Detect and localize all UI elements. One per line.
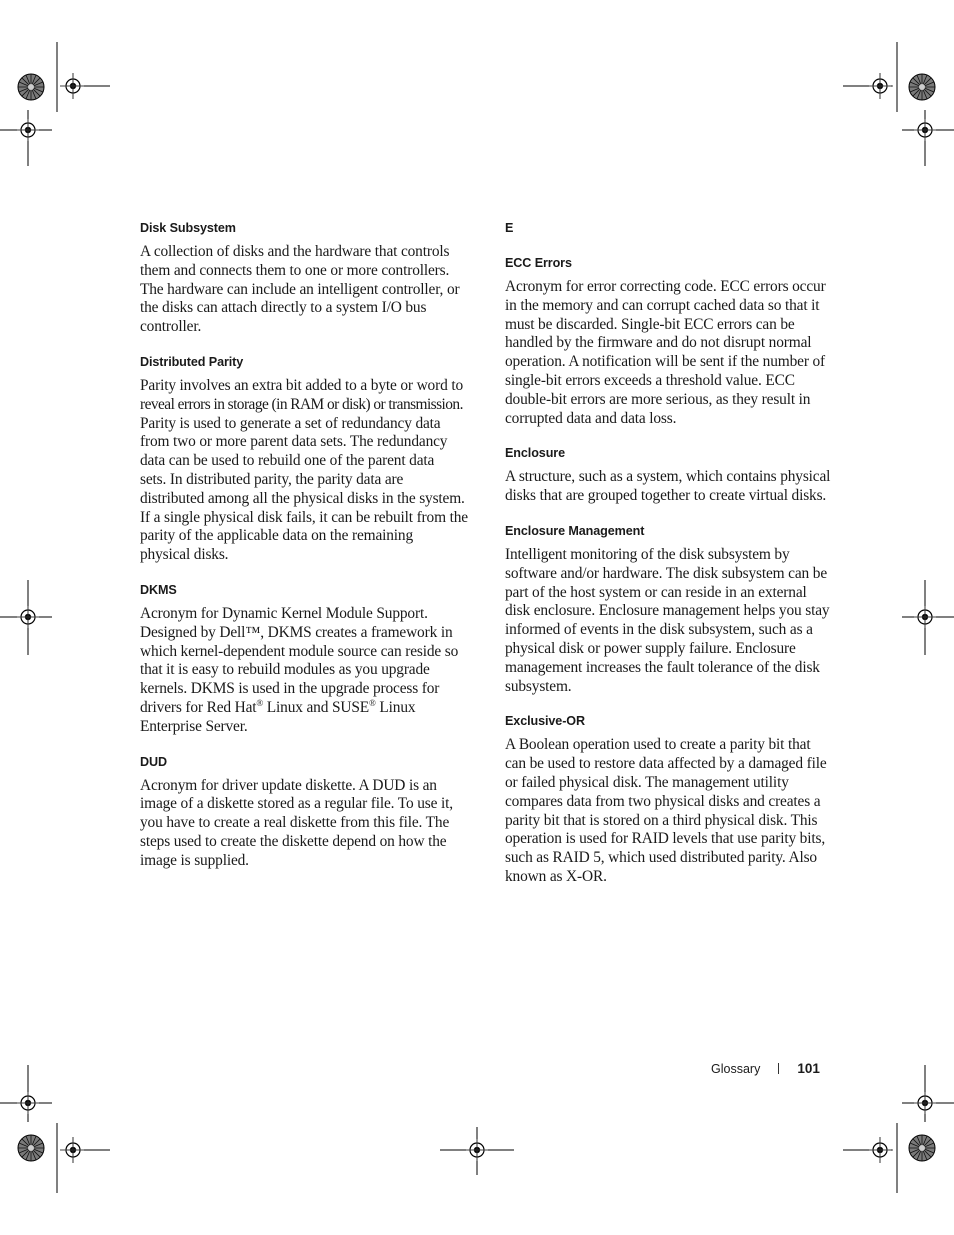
def-line: must be discarded. Single-bit ECC errors can be (505, 315, 795, 333)
term-heading: Distributed Parity (140, 354, 244, 369)
def-line: The hardware can include an intelligent controller, or (140, 280, 460, 298)
def-line (140, 699, 415, 716)
left-column (140, 219, 476, 887)
def-line: sets. In distributed parity, the parity data are (140, 470, 404, 488)
def-line: image is supplied. (140, 851, 249, 869)
def-line: subsystem. (505, 677, 572, 695)
def-text: Linux and SUSE (263, 698, 370, 716)
def-line: or failed physical disk. The management utility (505, 773, 789, 791)
def-line: Parity involves an extra bit added to a byte or word to (140, 376, 463, 394)
page-footer (711, 1061, 820, 1076)
def-line: double-bit errors are more serious, as they result in (505, 390, 811, 408)
def-line: known as X-OR. (505, 867, 607, 885)
definition (140, 605, 476, 737)
def-line: Acronym for driver update diskette. A DUD is an (140, 776, 437, 794)
term-heading: Exclusive-OR (505, 714, 585, 729)
def-line: A collection of disks and the hardware that controls (140, 243, 450, 260)
definition (140, 377, 476, 565)
def-line: disks that are grouped together to create virtual disks. (505, 487, 827, 505)
entry-enclosure (505, 444, 841, 506)
entry-dkms (140, 581, 476, 737)
def-text: Linux (375, 698, 416, 716)
def-line: operation is used for RAID levels that use parity bits, (505, 830, 826, 848)
def-line: controller. (140, 318, 202, 336)
definition (505, 736, 841, 886)
def-line: single-bit errors exceeds a threshold value. ECC (505, 371, 795, 389)
definition (505, 468, 841, 506)
definition (505, 546, 841, 696)
def-line: corrupted data and data loss. (505, 409, 677, 427)
def-line: physical disk or power supply failure. Enclosure (505, 639, 796, 657)
def-line: distributed among all the physical disks in the system. (140, 489, 465, 507)
def-line: such as RAID 5, which used distributed parity. Also (505, 849, 817, 867)
def-line: part of the host system or can reside in an external (505, 583, 807, 601)
entry-dud (140, 753, 476, 871)
def-line: handled by the firmware and do not disrupt normal (505, 334, 812, 352)
def-line: from two or more parent data sets. The redundancy (140, 433, 448, 451)
def-line: Acronym for error correcting code. ECC errors occur (505, 278, 826, 295)
def-line: informed of events in the disk subsystem, such as a (505, 621, 813, 639)
def-line: A structure, such as a system, which contains physical (505, 468, 831, 486)
page-number: 101 (797, 1061, 820, 1076)
footer-divider (778, 1063, 779, 1074)
def-line: physical disks. (140, 546, 229, 564)
registered-mark: ® (369, 697, 376, 708)
section-letter: E (505, 221, 514, 235)
term-heading: ECC Errors (505, 256, 572, 270)
def-line: parity of the applicable data on the remaining (140, 527, 414, 545)
def-line: parity bit that is stored on a third physical disk. This (505, 811, 818, 829)
entry-ecc-errors (505, 254, 841, 428)
def-line: kernels. DKMS is used in the upgrade process for (140, 680, 440, 698)
definition (140, 243, 476, 337)
def-line: which kernel-dependent module source can reside so (140, 642, 459, 660)
term-heading: Disk Subsystem (140, 221, 236, 235)
footer-section-title: Glossary (711, 1061, 761, 1076)
def-line: Intelligent monitoring of the disk subsystem by (505, 545, 790, 563)
def-line: Designed by Dell™, DKMS creates a framework in (140, 623, 453, 641)
def-line: the disks can attach directly to a system I/O bus (140, 299, 427, 317)
registered-mark: ® (256, 697, 264, 708)
def-line: data can be used to rebuild one of the parent data (140, 452, 435, 470)
term-heading: DKMS (140, 582, 177, 597)
def-line: them and connects them to one or more controllers. (140, 261, 450, 279)
def-line: Acronym for Dynamic Kernel Module Support. (140, 604, 428, 622)
definition (505, 278, 841, 428)
term-heading: DUD (140, 754, 167, 769)
entry-enclosure-management (505, 522, 841, 696)
entry-exclusive-or (505, 712, 841, 886)
def-line: image of a diskette stored as a regular file. To use it, (140, 795, 453, 813)
def-line: can be used to restore data affected by a damaged file (505, 755, 827, 773)
term-heading: Enclosure (505, 446, 565, 461)
def-line: Parity is used to generate a set of redundancy data (140, 414, 441, 432)
def-line: steps used to create the diskette depend on how the (140, 832, 447, 850)
def-line: in the memory and can corrupt cached data so that it (505, 296, 820, 314)
def-line: compares data from two physical disks and creates a (505, 792, 821, 810)
def-line: Enterprise Server. (140, 717, 248, 735)
term-heading: Enclosure Management (505, 523, 645, 538)
right-column (505, 219, 841, 903)
entry-disk-subsystem (140, 219, 476, 337)
definition (140, 777, 476, 871)
entry-distributed-parity (140, 353, 476, 565)
def-line: A Boolean operation used to create a parity bit that (505, 736, 811, 754)
def-line: reveal errors in storage (in RAM or disk) or transmission. (140, 395, 463, 413)
def-line: If a single physical disk fails, it can be rebuilt from the (140, 508, 468, 526)
def-line: that it is easy to rebuild modules as you upgrade (140, 661, 430, 679)
def-line: you have to create a real diskette from this file. The (140, 814, 450, 832)
def-line: management increases the fault tolerance of the disk (505, 658, 820, 676)
def-line: disk enclosure. Enclosure management helps you stay (505, 602, 830, 620)
def-line: software and/or hardware. The disk subsystem can be (505, 564, 828, 582)
def-text: drivers for Red Hat (140, 698, 257, 716)
def-line: operation. A notification will be sent if the number of (505, 353, 826, 371)
